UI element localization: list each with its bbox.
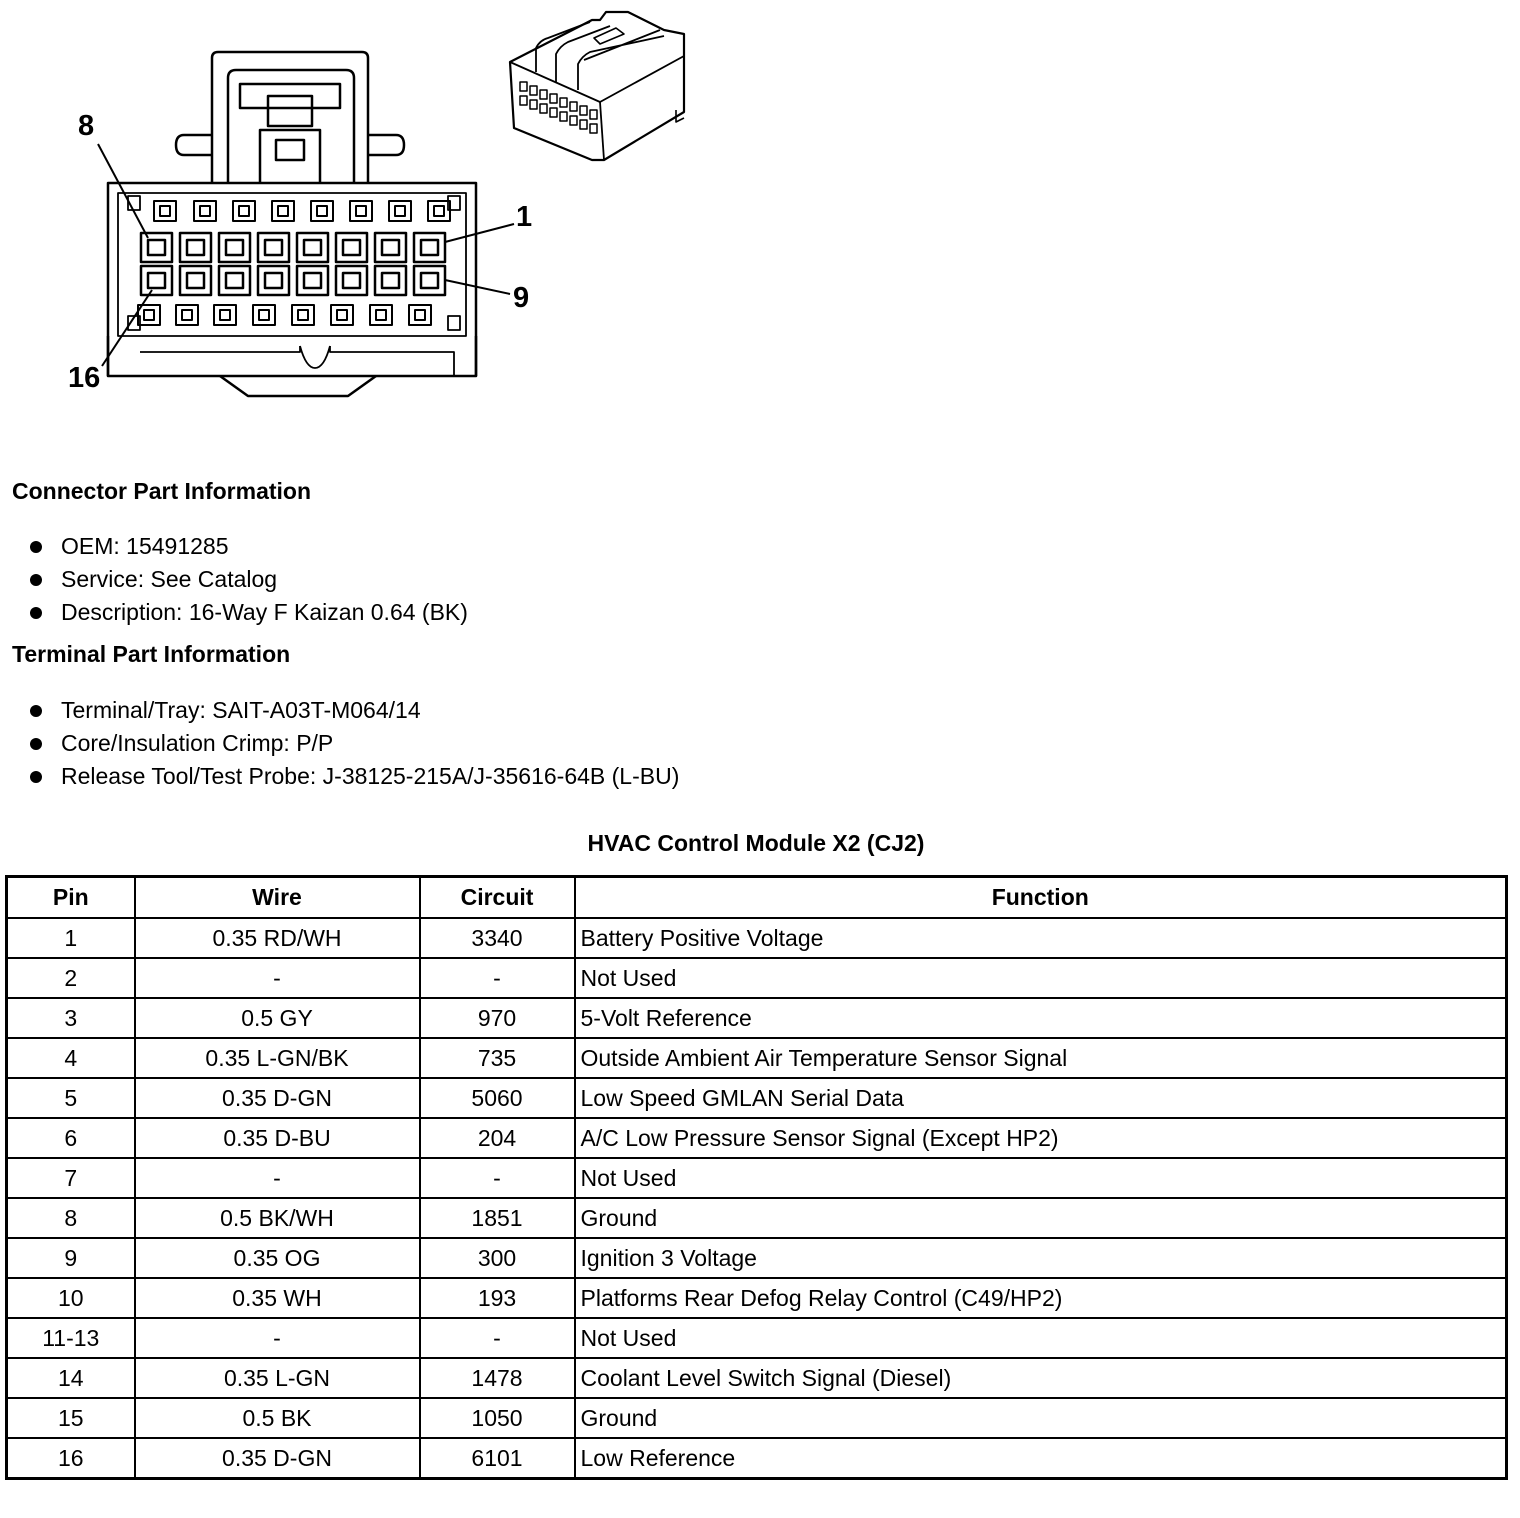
pin-9-label: 9	[513, 282, 530, 314]
cell-function: Platforms Rear Defog Relay Control (C49/HP2)	[575, 1278, 1507, 1318]
cell-function: Battery Positive Voltage	[575, 918, 1507, 958]
cell-function: Ignition 3 Voltage	[575, 1238, 1507, 1278]
bullet-icon	[30, 705, 42, 717]
cell-function: Coolant Level Switch Signal (Diesel)	[575, 1358, 1507, 1398]
cell-circuit: -	[420, 1158, 575, 1198]
table-row	[7, 998, 1507, 1038]
table-row	[7, 1238, 1507, 1278]
cell-wire: 0.35 OG	[135, 1238, 420, 1278]
cell-pin: 1	[7, 918, 135, 958]
header-circuit: Circuit	[420, 877, 575, 919]
header-function: Function	[575, 877, 1507, 919]
cell-circuit: 1478	[420, 1358, 575, 1398]
cell-circuit: 193	[420, 1278, 575, 1318]
cell-circuit: 970	[420, 998, 575, 1038]
cell-circuit: 5060	[420, 1078, 575, 1118]
cell-wire: 0.5 BK/WH	[135, 1198, 420, 1238]
terminal-info-title: Terminal Part Information	[12, 641, 291, 667]
cell-wire: 0.5 GY	[135, 998, 420, 1038]
cell-circuit: 735	[420, 1038, 575, 1078]
header-wire: Wire	[135, 877, 420, 919]
bullet-icon	[30, 541, 42, 553]
table-row	[7, 1038, 1507, 1078]
table-row	[7, 958, 1507, 998]
connector-diagram	[0, 0, 760, 420]
cell-function: Not Used	[575, 1158, 1507, 1198]
table-header-row	[7, 877, 1507, 919]
cell-wire: 0.35 D-GN	[135, 1078, 420, 1118]
cell-wire: -	[135, 1158, 420, 1198]
list-item	[30, 530, 468, 563]
connector-info-list	[30, 530, 468, 629]
cell-wire: 0.35 D-GN	[135, 1438, 420, 1479]
terminal-crimp: Core/Insulation Crimp: P/P	[61, 730, 334, 756]
cell-pin: 3	[7, 998, 135, 1038]
pin-16-label: 16	[68, 362, 101, 394]
terminal-info-list	[30, 694, 679, 793]
list-item	[30, 563, 468, 596]
cell-pin: 8	[7, 1198, 135, 1238]
cell-function: A/C Low Pressure Sensor Signal (Except HP2)	[575, 1118, 1507, 1158]
connector-service: Service: See Catalog	[61, 566, 278, 592]
cell-circuit: 3340	[420, 918, 575, 958]
bullet-icon	[30, 738, 42, 750]
cell-circuit: 1851	[420, 1198, 575, 1238]
cell-circuit: 204	[420, 1118, 575, 1158]
connector-oem: OEM: 15491285	[61, 533, 229, 559]
list-item	[30, 727, 679, 760]
table-row	[7, 1278, 1507, 1318]
cell-pin: 4	[7, 1038, 135, 1078]
header-pin: Pin	[7, 877, 135, 919]
cell-pin: 6	[7, 1118, 135, 1158]
connector-description: Description: 16-Way F Kaizan 0.64 (BK)	[61, 599, 468, 625]
table-row	[7, 1358, 1507, 1398]
cell-pin: 11-13	[7, 1318, 135, 1358]
cell-circuit: 6101	[420, 1438, 575, 1479]
cell-wire: 0.35 D-BU	[135, 1118, 420, 1158]
table-row	[7, 918, 1507, 958]
cell-function: Ground	[575, 1198, 1507, 1238]
cell-pin: 9	[7, 1238, 135, 1278]
cell-pin: 10	[7, 1278, 135, 1318]
cell-circuit: 1050	[420, 1398, 575, 1438]
terminal-release-tool: Release Tool/Test Probe: J-38125-215A/J-35616-64B (L-BU)	[61, 763, 680, 789]
cell-pin: 14	[7, 1358, 135, 1398]
cell-wire: 0.35 WH	[135, 1278, 420, 1318]
cell-function: Not Used	[575, 1318, 1507, 1358]
table-row	[7, 1118, 1507, 1158]
cell-function: Outside Ambient Air Temperature Sensor Signal	[575, 1038, 1507, 1078]
bullet-icon	[30, 771, 42, 783]
pin-1-label: 1	[516, 201, 533, 233]
table-title: HVAC Control Module X2 (CJ2)	[587, 830, 925, 856]
cell-circuit: -	[420, 958, 575, 998]
table-row	[7, 1078, 1507, 1118]
table-row	[7, 1438, 1507, 1479]
bullet-icon	[30, 607, 42, 619]
cell-wire: 0.35 L-GN/BK	[135, 1038, 420, 1078]
cell-wire: 0.5 BK	[135, 1398, 420, 1438]
list-item	[30, 596, 468, 629]
cell-wire: -	[135, 958, 420, 998]
list-item	[30, 694, 679, 727]
cell-pin: 5	[7, 1078, 135, 1118]
connector-info-title: Connector Part Information	[12, 478, 312, 504]
cell-function: Low Reference	[575, 1438, 1507, 1479]
cell-pin: 16	[7, 1438, 135, 1479]
table-row	[7, 1198, 1507, 1238]
cell-function: 5-Volt Reference	[575, 998, 1507, 1038]
pin-8-label: 8	[78, 110, 95, 142]
table-row	[7, 1318, 1507, 1358]
cell-wire: 0.35 L-GN	[135, 1358, 420, 1398]
cell-function: Low Speed GMLAN Serial Data	[575, 1078, 1507, 1118]
cell-pin: 7	[7, 1158, 135, 1198]
list-item	[30, 760, 679, 793]
table-row	[7, 1398, 1507, 1438]
cell-pin: 15	[7, 1398, 135, 1438]
cell-function: Not Used	[575, 958, 1507, 998]
cell-function: Ground	[575, 1398, 1507, 1438]
cell-circuit: 300	[420, 1238, 575, 1278]
bullet-icon	[30, 574, 42, 586]
cell-circuit: -	[420, 1318, 575, 1358]
cell-pin: 2	[7, 958, 135, 998]
cell-wire: -	[135, 1318, 420, 1358]
table-row	[7, 1158, 1507, 1198]
pinout-table	[5, 875, 1508, 1480]
cell-wire: 0.35 RD/WH	[135, 918, 420, 958]
terminal-tray: Terminal/Tray: SAIT-A03T-M064/14	[61, 697, 421, 723]
connector-face-drawing	[0, 0, 760, 420]
